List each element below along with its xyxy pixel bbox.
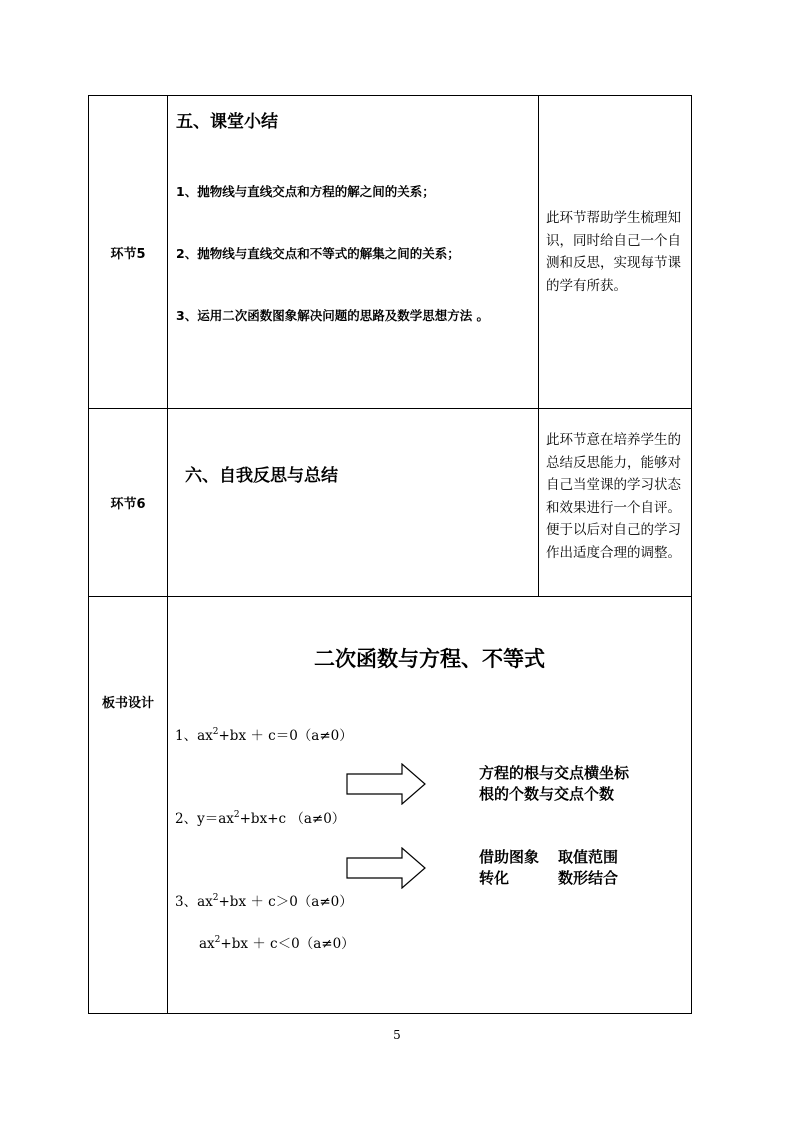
equation-1: 1、$ax^2+bx + c=0(a\ne 0)$ [175, 727, 353, 744]
result-line: 转化 数形结合 [479, 869, 619, 887]
design-note: 此环节意在培养学生的总结反思能力，能够对自己当堂课的学习状态和效果进行一个自评。便于以后对自己的学习作出适度合理的调整。 [546, 432, 681, 561]
board-title: 二次函数与方程、不等式 [314, 647, 545, 671]
content-cell [168, 96, 539, 409]
arrow-icon [346, 847, 426, 889]
equation-3: 3、$ax^2+bx + c>0(a\ne 0)$ [175, 893, 353, 910]
summary-item: 3、运用二次函数图象解决问题的思路及数学思想方法 。 [176, 308, 490, 323]
design-note: 此环节帮助学生梳理知识，同时给自己一个自测和反思，实现每节课的学有所获。 [546, 210, 681, 294]
table-row [89, 409, 692, 597]
section-title: 六、自我反思与总结 [185, 466, 338, 486]
section-title: 五、课堂小结 [176, 112, 278, 132]
board-design-cell [168, 597, 692, 1014]
summary-item: 1、抛物线与直线交点和方程的解之间的关系； [176, 184, 435, 199]
result-block-2 [479, 847, 618, 889]
equation-2: 2、$y=ax^2+bx+c$ （a≠0） [175, 810, 346, 827]
note-cell [539, 96, 692, 409]
note-cell [539, 409, 692, 597]
page-number: 5 [393, 1028, 401, 1042]
result-line: 方程的根与交点横坐标 [479, 764, 630, 782]
equation-4: $ax^2+bx + c<0(a\ne 0)$ [199, 935, 355, 952]
row-label: 环节5 [89, 96, 168, 409]
table-row [89, 597, 692, 1014]
row-label: 环节6 [89, 409, 168, 597]
arrow-icon [346, 763, 426, 805]
result-line: 借助图象 取值范围 [479, 848, 619, 866]
table-row [89, 96, 692, 409]
result-line: 根的个数与交点个数 [479, 785, 615, 803]
result-block-1 [479, 763, 629, 805]
content-cell [168, 409, 539, 597]
board-area [168, 597, 691, 1013]
lesson-plan-table [88, 95, 692, 1014]
row-label: 板书设计 [89, 597, 168, 1014]
summary-item: 2、抛物线与直线交点和不等式的解集之间的关系； [176, 246, 460, 261]
